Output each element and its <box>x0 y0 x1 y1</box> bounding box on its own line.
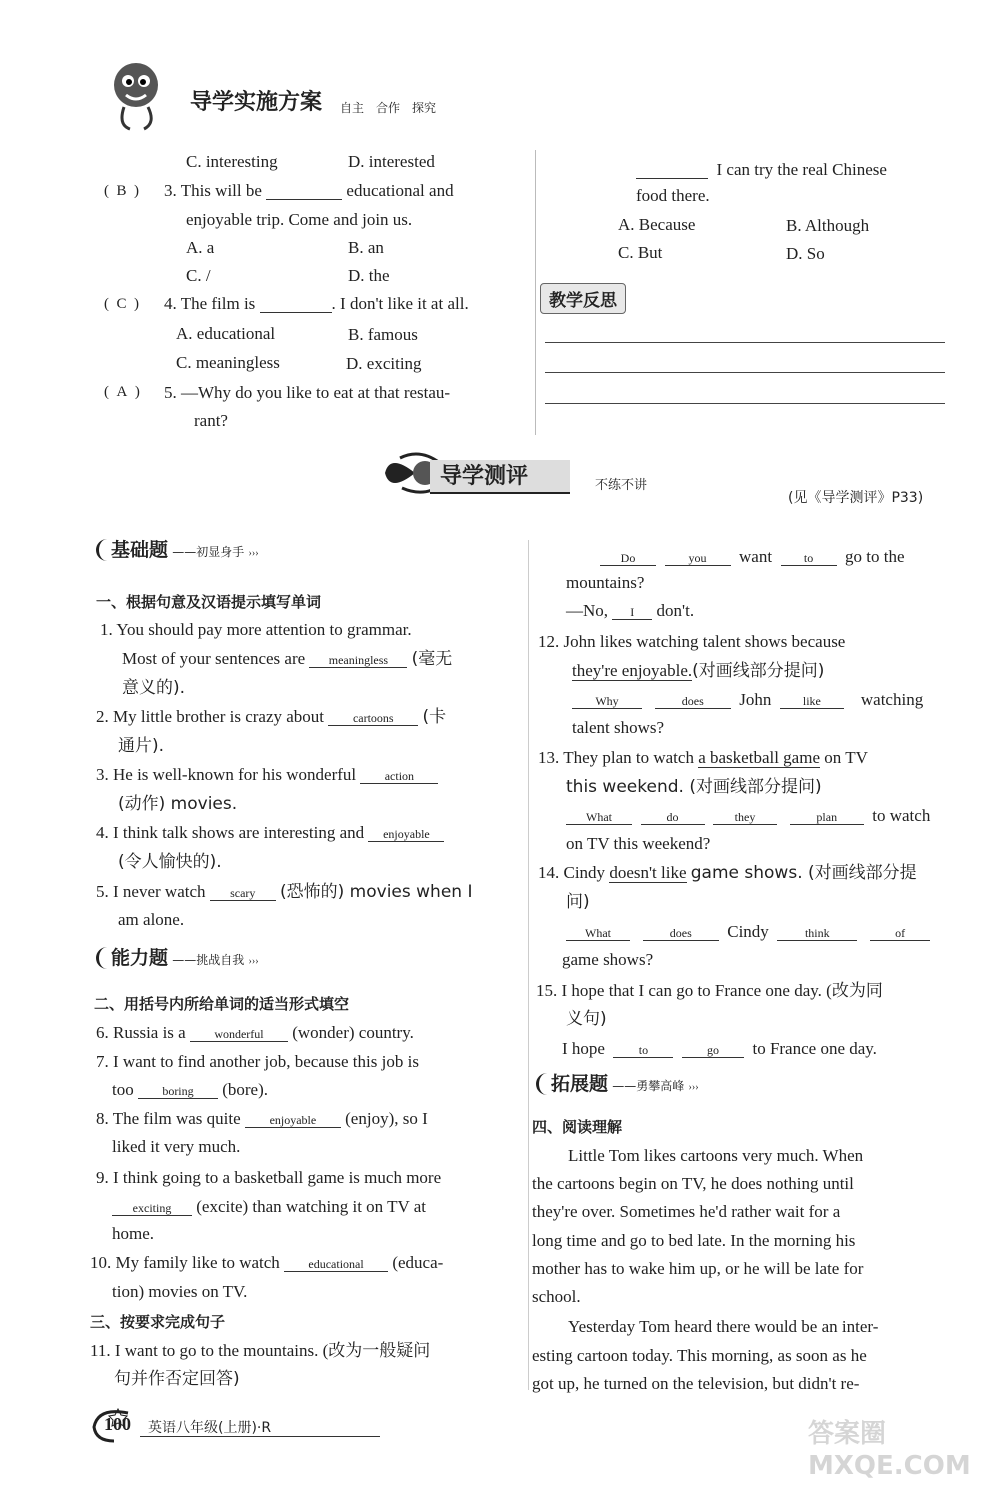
badge-extension: 拓展题 ——勇攀高峰 ››› <box>536 1074 699 1098</box>
q13-line1: 13. They plan to watch a basketball game on TV <box>538 748 868 767</box>
q2-line2: 通片). <box>118 736 165 756</box>
reflection-badge <box>540 283 626 314</box>
q4-option-d: D. exciting <box>346 354 422 373</box>
reading-line-6: school. <box>532 1287 581 1306</box>
q9-line1: 9. I think going to a basketball game is much more <box>96 1168 442 1187</box>
q11-answer-line1: Do you want to go to the <box>600 547 905 567</box>
q3-answer-bracket: ( B ) <box>104 183 140 199</box>
q5-fill-line1: 5. I never watch scary (恐怖的) movies when I <box>96 882 473 902</box>
mascot-logo <box>100 55 172 135</box>
q15-answer: I hope to go to France one day. <box>562 1039 877 1058</box>
reading-line-7: Yesterday Tom heard there would be an inter- <box>568 1317 879 1336</box>
q4-option-b: B. famous <box>348 325 418 344</box>
header-title: 导学实施方案 <box>190 90 323 115</box>
column-divider-bottom <box>528 540 529 1390</box>
q4-fill-line1: 4. I think talk shows are interesting and enjoyable <box>96 823 444 843</box>
reflection-line-2 <box>545 372 945 373</box>
q1-line2: Most of your sentences are meaningless (毫无 <box>122 649 453 669</box>
q5-fill-line2: am alone. <box>118 910 185 929</box>
q3-option-a: A. a <box>186 238 215 257</box>
q3-stem-line2: enjoyable trip. Come and join us. <box>186 210 413 229</box>
q12-line2: they're enjoyable.(对画线部分提问) <box>572 661 825 681</box>
q7-line1: 7. I want to find another job, because this job is <box>96 1052 419 1071</box>
q3-option-d: D. the <box>348 266 390 285</box>
q6-fill: 6. Russia is a wonderful (wonder) country. <box>96 1023 414 1042</box>
page-number: 100 <box>104 1414 131 1434</box>
q5-stem-line2: rant? <box>194 411 228 430</box>
book-title: 英语八年级(上册)·R <box>148 1420 272 1436</box>
q13-answer: What do they plan to watch <box>566 806 930 826</box>
q1-line1: 1. You should pay more attention to grammar. <box>100 620 412 639</box>
q14-line2: 问) <box>566 892 590 912</box>
q7-line2: too boring (bore). <box>112 1080 269 1099</box>
q8-line1: 8. The film was quite enjoyable (enjoy), so I <box>96 1109 428 1128</box>
q4-stem: 4. The film is . I don't like it at all. <box>164 294 469 313</box>
q10-line1: 10. My family like to watch educational (educa- <box>90 1253 444 1272</box>
q1-line3: 意义的). <box>122 678 186 698</box>
q15-line2: 义句) <box>566 1009 607 1029</box>
q8-line2: liked it very much. <box>112 1137 241 1156</box>
q3-fill-line2: (动作) movies. <box>118 794 238 814</box>
q3-option-b: B. an <box>348 238 384 257</box>
header-subtitle: 自主 合作 探究 <box>340 101 437 115</box>
q3-option-c: C. / <box>186 266 211 285</box>
q10-line2: tion) movies on TV. <box>112 1282 248 1301</box>
q6-stem: I can try the real Chinese <box>636 160 887 180</box>
section-2-heading: 二、用括号内所给单词的适当形式填空 <box>94 995 350 1013</box>
q4-option-a: A. educational <box>176 324 276 343</box>
badge-basic: 基础题 ——初显身手 ››› <box>96 540 259 564</box>
q12-line4: talent shows? <box>572 718 665 737</box>
q12-line1: 12. John likes watching talent shows because <box>538 632 846 651</box>
q3-fill-line1: 3. He is well-known for his wonderful action <box>96 765 438 785</box>
q13-line4: on TV this weekend? <box>566 834 711 853</box>
option-d-prev: D. interested <box>348 152 435 171</box>
q11-answer-line3: —No, I don't. <box>566 601 695 620</box>
section-3-heading: 三、按要求完成句子 <box>90 1313 226 1331</box>
reading-line-3: they're over. Sometimes he'd rather wait for a <box>532 1202 841 1221</box>
badge-ability: 能力题 ——挑战自我 ››› <box>96 948 259 972</box>
banner-subtitle: 不练不讲 <box>595 478 648 493</box>
banner-title: 导学测评 <box>440 464 529 489</box>
q9-line3: home. <box>112 1224 155 1243</box>
reading-line-5: mother has to wake him up, or he will be late for <box>532 1259 864 1278</box>
reading-line-4: long time and go to bed late. In the morning his <box>532 1231 856 1250</box>
q11-line2: 句并作否定回答) <box>114 1369 240 1389</box>
reading-line-1: Little Tom likes cartoons very much. When <box>568 1146 864 1165</box>
section-1-heading: 一、根据句意及汉语提示填写单词 <box>96 593 322 611</box>
footer-rule <box>140 1436 380 1437</box>
q5-answer-bracket: ( A ) <box>104 384 140 400</box>
q14-line1: 14. Cindy doesn't like game shows. (对画线部分提 <box>538 863 917 883</box>
column-divider-top <box>535 150 536 435</box>
q3-stem: 3. This will be educational and <box>164 181 454 200</box>
watermark-logo: 答案圈 MXQE.COM <box>808 1419 971 1481</box>
reading-line-2: the cartoons begin on TV, he does nothing until <box>532 1174 854 1193</box>
reading-line-8: esting cartoon today. This morning, as soon as he <box>532 1346 867 1365</box>
q12-answer: Why does John like watching <box>572 690 923 710</box>
q9-line2: exciting (excite) than watching it on TV at <box>112 1197 426 1217</box>
q4-option-c: C. meaningless <box>176 353 280 372</box>
reflection-label: 教学反思 <box>549 291 617 311</box>
q14-answer: What does Cindy think of <box>566 922 930 942</box>
q15-line1: 15. I hope that I can go to France one day. (改为同 <box>536 981 883 1000</box>
q11-answer-line2: mountains? <box>566 573 645 592</box>
q14-line4: game shows? <box>562 950 654 969</box>
q4-answer-bracket: ( C ) <box>104 296 140 312</box>
reading-line-9: got up, he turned on the television, but didn't re- <box>532 1374 860 1393</box>
q11-line1: 11. I want to go to the mountains. (改为一般疑问 <box>90 1341 431 1360</box>
q2-line1: 2. My little brother is crazy about cartoons (卡 <box>96 707 447 727</box>
reflection-line-3 <box>545 403 945 404</box>
reflection-line-1 <box>545 342 945 343</box>
q6-option-a: A. Because <box>618 215 696 234</box>
q5-stem: 5. —Why do you like to eat at that restau- <box>164 383 451 402</box>
q6-option-c: C. But <box>618 243 663 262</box>
q6-option-d: D. So <box>786 244 825 263</box>
q13-line2: this weekend. (对画线部分提问) <box>566 777 822 797</box>
q6-option-b: B. Although <box>786 216 870 235</box>
q6-stem-line2: food there. <box>636 186 710 205</box>
banner-reference: (见《导学测评》P33) <box>788 490 924 506</box>
q4-fill-line2: (令人愉快的). <box>118 852 222 872</box>
option-c-prev: C. interesting <box>186 152 278 171</box>
section-4-heading: 四、阅读理解 <box>532 1118 623 1136</box>
